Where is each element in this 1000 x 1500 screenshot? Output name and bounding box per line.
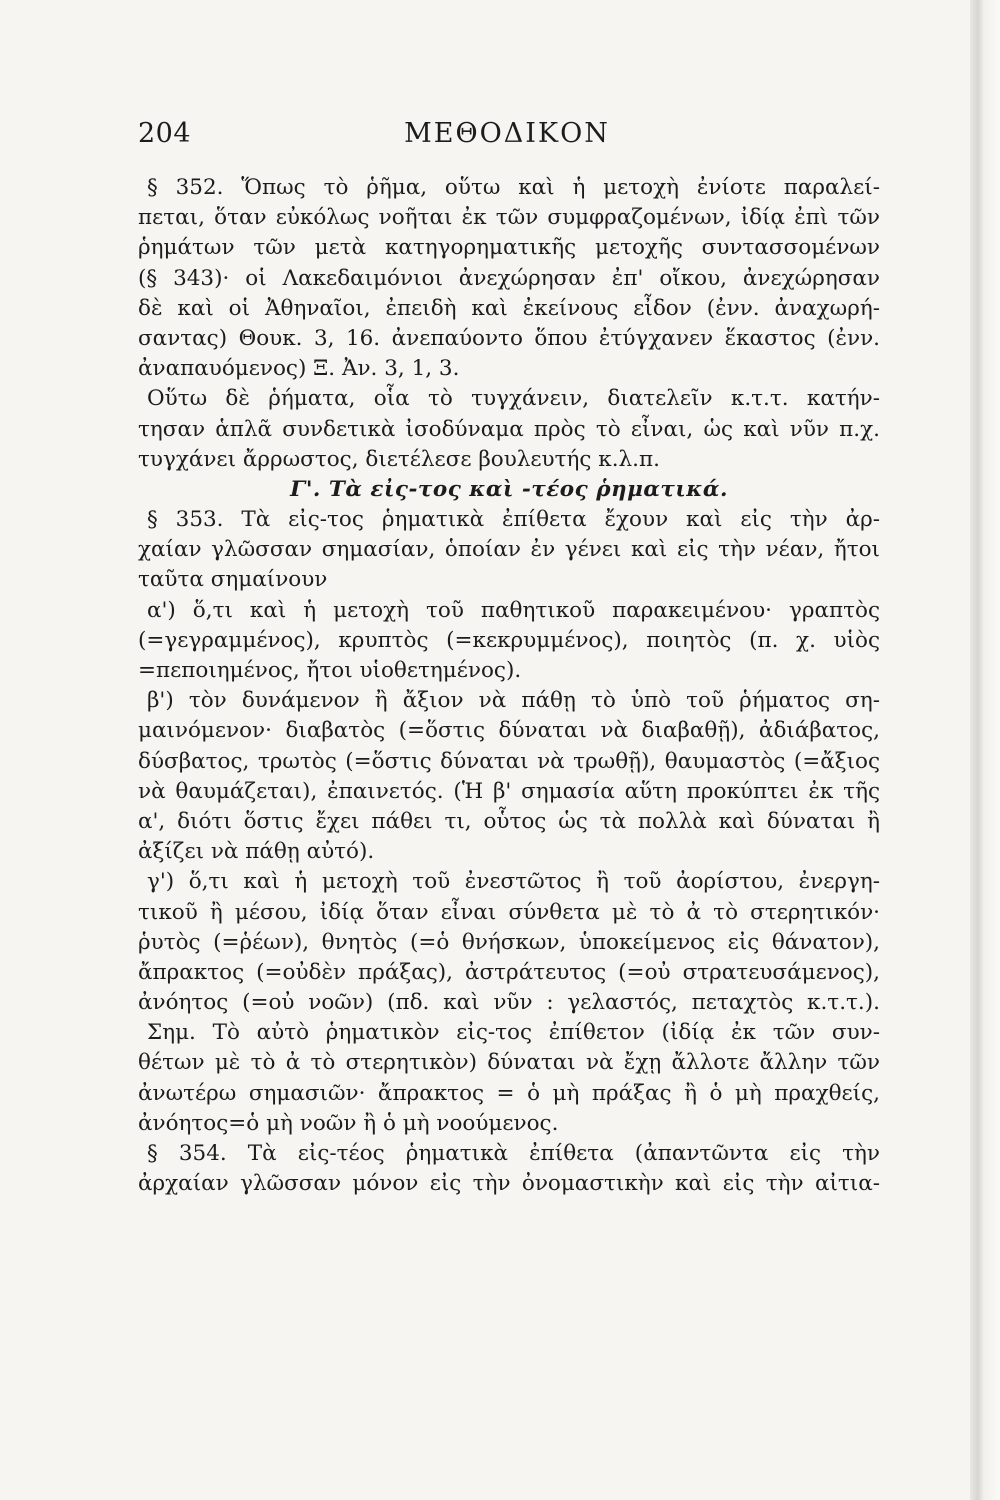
text-line: ῥημάτων τῶν μετὰ κατηγορηματικῆς μετοχῆς συντασσομένων — [138, 235, 880, 261]
text-line: δύσβατος, τρωτὸς (=ὅστις δύναται νὰ τρωθῇ), θαυμαστὸς (=ἄξιος — [138, 748, 880, 774]
text-line: =πεποιημένος, ἤτοι υἱοθετημένος). — [138, 658, 522, 683]
text-line: δὲ καὶ οἱ Ἀθηναῖοι, ἐπειδὴ καὶ ἐκείνους εἶδον (ἐνν. ἀναχωρή- — [138, 295, 880, 321]
text-line: ταῦτα σημαίνουν — [138, 567, 328, 593]
section-heading: Γ'. Τὰ εἰς-τος καὶ -τέος ῥηματικά. — [290, 476, 728, 502]
text-line: σαντας) Θουκ. 3, 16. ἀνεπαύοντο ὅπου ἐτύγχανεν ἕκαστος (ἐνν. — [138, 325, 880, 351]
page-number: 204 — [138, 118, 192, 149]
text-line: β') τὸν δυνάμενον ἢ ἄξιον νὰ πάθῃ τὸ ὑπὸ τοῦ ῥήματος ση- — [147, 688, 880, 714]
text-line: (§ 343)· οἱ Λακεδαιμόνιοι ἀνεχώρησαν ἐπ' οἴκου, ἀνεχώρησαν — [138, 265, 880, 291]
text-line: α', διότι ὅστις ἔχει πάθει τι, οὗτος ὡς τὰ πολλὰ καὶ δύναται ἢ — [138, 808, 880, 834]
text-line: ἀνωτέρω σημασιῶν· ἄπρακτος = ὁ μὴ πράξας ἢ ὁ μὴ πραχθείς, — [138, 1080, 880, 1106]
text-line: νὰ θαυμάζεται), ἐπαινετός. (Ἡ β' σημασία αὕτη προκύπτει ἐκ τῆς — [138, 778, 880, 804]
text-line: τυγχάνει ἄρρωστος, διετέλεσε βουλευτής κ.λ.π. — [138, 446, 660, 472]
text-line: ἀνόητος=ὁ μὴ νοῶν ἢ ὁ μὴ νοούμενος. — [138, 1110, 559, 1136]
text-line: τησαν ἁπλᾶ συνδετικὰ ἰσοδύναμα πρὸς τὸ εἶναι, ὡς καὶ νῦν π.χ. — [138, 416, 880, 442]
text-line: ἀξίζει νὰ πάθῃ αὐτό). — [138, 839, 375, 865]
text-line: χαίαν γλῶσσαν σημασίαν, ὁποίαν ἐν γένει καὶ εἰς τὴν νέαν, ἤτοι — [138, 537, 880, 563]
text-line: τικοῦ ἢ μέσου, ἰδίᾳ ὅταν εἶναι σύνθετα μὲ τὸ ἀ τὸ στερητικόν· — [138, 899, 880, 925]
text-line: § 353. Τὰ εἰς-τος ῥηματικὰ ἐπίθετα ἔχουν καὶ εἰς τὴν ἀρ- — [147, 507, 880, 533]
text-line: Σημ. Τὸ αὐτὸ ῥηματικὸν εἰς-τος ἐπίθετον (ἰδίᾳ ἐκ τῶν συν- — [147, 1020, 880, 1046]
text-line: μαινόμενον· διαβατὸς (=ὅστις δύναται νὰ διαβαθῇ), ἀδιάβατος, — [138, 718, 880, 744]
text-line: § 352. Ὅπως τὸ ῥῆμα, οὕτω καὶ ἡ μετοχὴ ἐνίοτε παραλεί- — [147, 175, 880, 200]
text-line: ἀρχαίαν γλῶσσαν μόνον εἰς τὴν ὀνομαστικὴν καὶ εἰς τὴν αἰτια- — [138, 1171, 880, 1197]
text-line: ἄπρακτος (=οὐδὲν πράξας), ἀστράτευτος (=οὐ στρατευσάμενος), — [138, 959, 880, 985]
text-line: θέτων μὲ τὸ ἀ τὸ στερητικὸν) δύναται νὰ ἔχῃ ἄλλοτε ἄλλην τῶν — [138, 1050, 880, 1076]
text-line: γ') ὅ,τι καὶ ἡ μετοχὴ τοῦ ἐνεστῶτος ἢ τοῦ ἀορίστου, ἐνεργη- — [147, 869, 880, 895]
text-line: (=γεγραμμένος), κρυπτὸς (=κεκρυμμένος), ποιητὸς (π. χ. υἱὸς — [138, 627, 880, 653]
text-line: § 354. Τὰ εἰς-τέος ῥηματικὰ ἐπίθετα (ἀπαντῶντα εἰς τὴν — [147, 1141, 880, 1166]
text-line: ἀνόητος (=οὐ νοῶν) (πδ. καὶ νῦν : γελαστός, πεταχτὸς κ.τ.τ.). — [138, 990, 880, 1016]
running-title: ΜΕΘΟΔΙΚΟΝ — [404, 118, 610, 149]
text-line: ἀναπαυόμενος) Ξ. Ἀν. 3, 1, 3. — [138, 356, 460, 382]
page-header — [138, 118, 876, 158]
text-line: α') ὅ,τι καὶ ἡ μετοχὴ τοῦ παθητικοῦ παρακειμένου· γραπτὸς — [147, 597, 880, 623]
text-line: Οὕτω δὲ ῥήματα, οἷα τὸ τυγχάνειν, διατελεῖν κ.τ.τ. κατήν- — [147, 386, 880, 412]
text-line: ῥυτὸς (=ῥέων), θνητὸς (=ὁ θνήσκων, ὑποκείμενος εἰς θάνατον), — [138, 929, 880, 955]
text-line: πεται, ὅταν εὐκόλως νοῆται ἐκ τῶν συμφραζομένων, ἰδίᾳ ἐπὶ τῶν — [138, 205, 880, 231]
body-text — [138, 173, 880, 1199]
page-edge-shadow — [970, 0, 1000, 1500]
